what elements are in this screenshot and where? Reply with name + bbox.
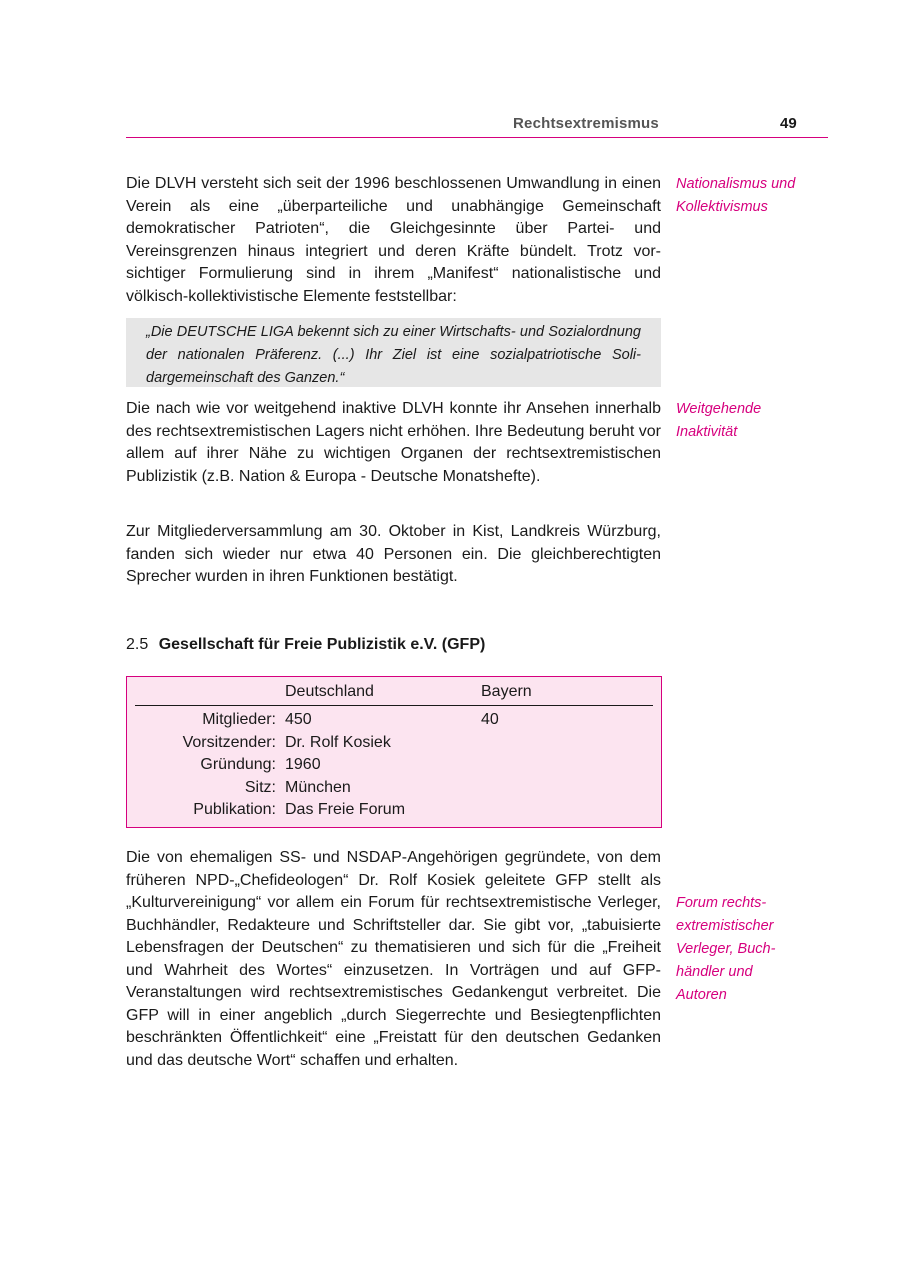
row-value-deutschland: Das Freie Forum — [285, 801, 406, 818]
row-label: Sitz: — [244, 778, 276, 796]
table-row — [127, 732, 661, 754]
row-value-bayern: 40 — [481, 711, 499, 728]
margin-note-line: Verleger, Buch- — [676, 941, 776, 957]
row-label: Vorsitzender: — [182, 733, 276, 751]
section-heading — [126, 634, 661, 656]
margin-note-line: Autoren — [676, 987, 727, 1003]
table-row — [127, 754, 661, 776]
section-number: 2.5 — [126, 636, 149, 653]
paragraph-text: Die nach wie vor weitgehend inaktive DLVH konnte ihr Ansehen innerhalb des rechtsextremistischen Lagers nicht erhöhen. Ihre Bedeutung beruht vor allem auf ihrer Nähe zu wichtigen Organen der rechtsextremistischen Publizistik (z.B. Nation & Europa - Deutsche Monatshefte). — [126, 400, 661, 485]
table-header-rule — [135, 705, 653, 706]
table-row — [127, 799, 661, 821]
section-title: Gesellschaft für Freie Publizistik e.V. (GFP) — [158, 636, 486, 653]
paragraph-mitgliederversammlung — [126, 521, 661, 589]
margin-note-line: Inaktivität — [676, 424, 738, 440]
column-header-bayern: Bayern — [481, 683, 532, 700]
row-label: Gründung: — [200, 756, 276, 773]
header-divider — [126, 137, 828, 138]
paragraph-text: Zur Mitgliederversammlung am 30. Oktober in Kist, Landkreis Würzburg, fanden sich wieder nur etwa 40 Personen ein. Die gleichberechtigten Sprecher wurden in ihren Funktionen bestätigt. — [126, 523, 661, 585]
manifest-quote: „Die DEUTSCHE LIGA bekennt sich zu einer Wirtschafts- und Sozialordnung der nationalen Präferenz. (...) Ihr Ziel ist eine sozialpatriotische Solidargemeinschaft des Ganzen.“ — [126, 318, 661, 387]
margin-note-line: Kollektivismus — [676, 199, 768, 215]
margin-note-line: extremistischer — [676, 918, 774, 934]
paragraph-gfp-description — [126, 847, 661, 1072]
row-value-deutschland: Dr. Rolf Kosiek — [285, 733, 391, 751]
margin-note-inaktivitaet — [676, 398, 826, 444]
table-row — [127, 777, 661, 799]
paragraph-text: Die DLVH versteht sich seit der 1996 beschlossenen Umwandlung in einen Verein als eine „überparteiliche und unabhängige Gemeinschaft demokratischer Patrioten“, die Gleichgesinnte über Partei- und Vereinsgrenzen hinaus integriert und deren Kräfte bündelt. Trotz vorsichtiger Formulierung sind in ihrem „Manifest“ nationalistische und völkisch-kollektivistische Elemente feststellbar: — [126, 175, 661, 305]
running-header-title: Rechtsextremismus — [513, 115, 659, 132]
margin-note-line: Forum rechts- — [676, 895, 767, 911]
margin-note-line: händler und — [676, 964, 753, 980]
row-value-deutschland: München — [285, 778, 351, 796]
margin-note-nationalismus — [676, 173, 826, 219]
paragraph-dlvh-intro — [126, 173, 661, 308]
margin-note-line: Weitgehende — [676, 401, 762, 417]
margin-note-line: Nationalismus und — [676, 176, 796, 192]
column-header-deutschland: Deutschland — [285, 683, 374, 700]
row-value-deutschland: 1960 — [285, 756, 321, 773]
row-label: Mitglieder: — [202, 711, 276, 728]
paragraph-text: Die von ehemaligen SS- und NSDAP-Angehörigen gegründete, von dem früheren NPD-„Chefideologen“ Dr. Rolf Kosiek geleitete GFP stellt als „Kulturvereinigung“ vor allem ein Forum für rechtsextremistische Verleger, Buchhändler, Redakteure und Schriftsteller dar. Sie gibt vor, „tabuisierte Lebensfragen der Deutschen“ zu thematisieren und sich für die „Freiheit und Wahrheit des Wortes“ einzusetzen. In Vorträgen und auf GFP-Veranstaltungen wird rechtsextremistisches Gedankengut verbreitet. Die GFP will in einer angeblich „durch Siegerrechte und Besiegtenpflichten beschränkten Öffentlichkeit“ eine „Freistatt für den deutschen Gedanken und das deutsche Wort“ schaffen und erhalten. — [126, 849, 661, 1069]
gfp-info-table — [126, 676, 662, 828]
row-label: Publikation: — [193, 801, 276, 818]
row-value-deutschland: 450 — [285, 711, 312, 728]
page-number: 49 — [780, 115, 797, 132]
margin-note-forum — [676, 892, 826, 1007]
table-row — [127, 709, 661, 731]
paragraph-dlvh-inactive — [126, 398, 661, 488]
